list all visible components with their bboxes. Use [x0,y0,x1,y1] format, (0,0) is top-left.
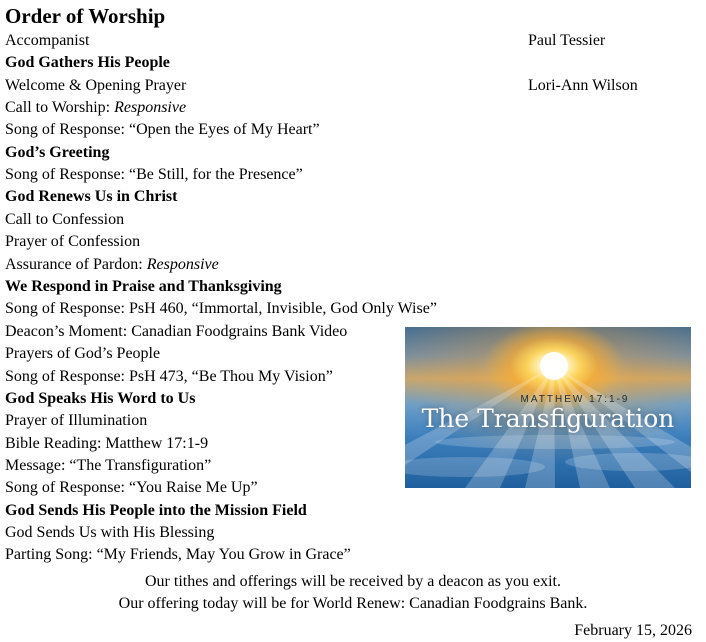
service-item-welcome: Welcome & Opening Prayer [5,77,187,94]
service-item-prayer-of-illumination: Prayer of Illumination [5,412,148,429]
page-title: Order of Worship [5,4,166,28]
service-item-blessing: God Sends Us with His Blessing [5,524,215,541]
service-item-prayers-of-people: Prayers of God’s People [5,345,161,362]
assurance-mode: Responsive [146,256,219,273]
welcome-leader-name: Lori-Ann Wilson [528,77,638,94]
assurance-label: Assurance of Pardon: [5,256,147,273]
section-heading-gathers: God Gathers His People [5,54,170,71]
offering-note-line-2: Our offering today will be for World Renew: Canadian Foodgrains Bank. [118,595,588,612]
service-item-accompanist: Accompanist [5,32,90,49]
service-item-call-to-confession: Call to Confession [5,211,125,228]
service-date: February 15, 2026 [574,622,692,639]
service-item-deacons-moment: Deacon’s Moment: Canadian Foodgrains Bank Video [5,323,348,340]
service-item-bible-reading: Bible Reading: Matthew 17:1-9 [5,435,209,452]
service-item-song-psh-460: Song of Response: PsH 460, “Immortal, Invisible, God Only Wise” [5,300,437,317]
service-item-song-open-eyes: Song of Response: “Open the Eyes of My Heart” [5,121,320,138]
service-item-call-to-worship [5,98,186,118]
banner-title: The Transfiguration [421,404,675,433]
section-heading-speaks: God Speaks His Word to Us [5,390,196,407]
service-item-parting-song: Parting Song: “My Friends, May You Grow in Grace” [5,546,351,563]
service-item-song-raise-me-up: Song of Response: “You Raise Me Up” [5,479,258,496]
section-heading-sends: God Sends His People into the Mission Field [5,502,307,519]
service-item-song-psh-473: Song of Response: PsH 473, “Be Thou My Vision” [5,368,333,385]
banner-scripture-reference: MATTHEW 17:1-9 [520,394,630,405]
service-item-message: Message: “The Transfiguration” [5,457,212,474]
section-heading-respond: We Respond in Praise and Thanksgiving [5,278,282,295]
accompanist-name: Paul Tessier [528,32,606,49]
call-to-worship-mode: Responsive [114,99,187,116]
section-heading-renews: God Renews Us in Christ [5,188,178,205]
service-item-song-be-still: Song of Response: “Be Still, for the Presence” [5,166,303,183]
call-to-worship-label: Call to Worship: [5,99,115,116]
section-heading-greeting: God’s Greeting [5,144,110,161]
service-item-assurance [5,255,219,275]
transfiguration-banner-image [405,327,691,488]
offering-note-line-1: Our tithes and offerings will be received by a deacon as you exit. [144,573,561,590]
service-item-prayer-of-confession: Prayer of Confession [5,233,141,250]
